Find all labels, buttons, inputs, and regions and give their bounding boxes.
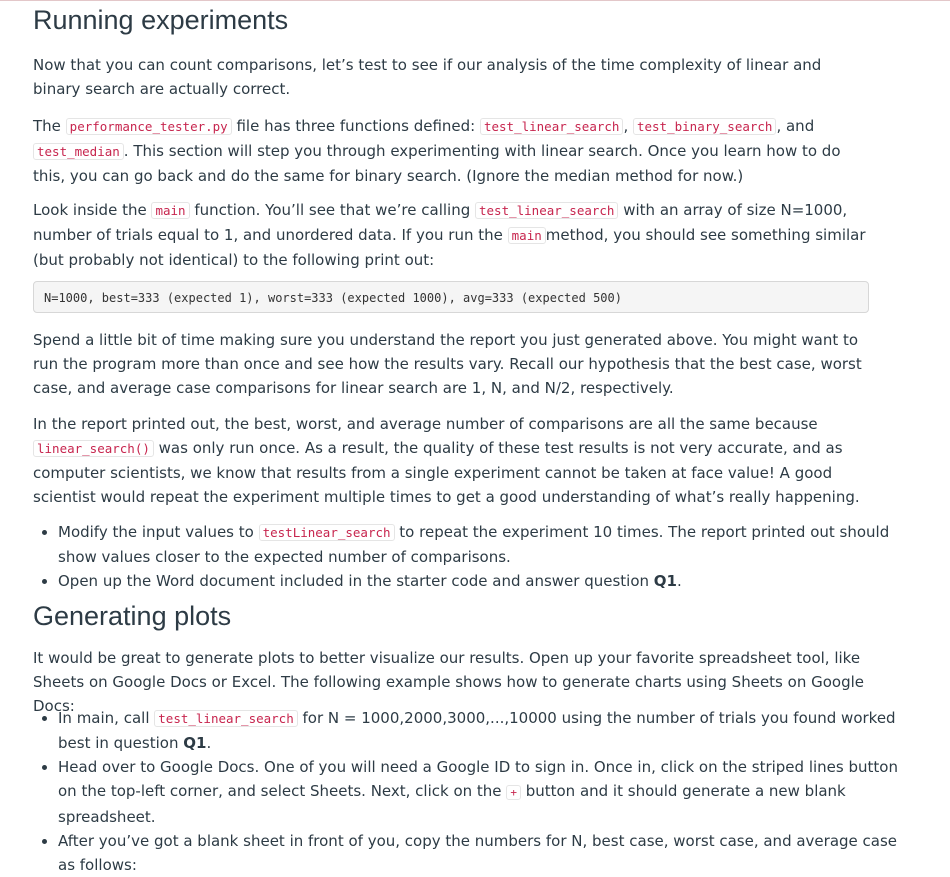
code-plus: + [506,785,521,800]
text-span: In main, call [58,709,155,727]
bold-q1: Q1 [183,734,207,752]
text-span: for N = 1000,2000,3000,...,10000 using the number of trials you found worked best in question [58,709,896,752]
list-item [58,755,898,829]
paragraph-plots-intro: It would be great to generate plots to better visualize our results. Open up your favorite spreadsheet tool, like Sheets on Google Docs or Excel. The following example shows how to generate charts using Sheets on Google Docs: [33,649,864,715]
text-span: , and [776,117,815,135]
text-span: , [623,117,633,135]
text-span: . This section will step you through experimenting with linear search. Once you learn how to do this, you can go back and do the same for binary search. (Ignore the median method for now.) [33,142,841,185]
text-span: Open up the Word document included in the starter code and answer question [58,572,654,590]
paragraph-report-quality [33,412,873,509]
code-main: main [151,202,189,219]
text-span: In the report printed out, the best, worst, and average number of comparisons are all the same because [33,415,818,433]
section-heading-running-experiments: Running experiments [33,5,289,35]
code-main: main [508,227,546,244]
section-heading-generating-plots: Generating plots [33,601,232,631]
list-item [58,520,898,569]
text-span: Modify the input values to [58,523,259,541]
text-span: Look inside the [33,201,152,219]
text-span: . [677,572,682,590]
text-span: The [33,117,66,135]
top-border [0,0,950,1]
bold-q1: Q1 [653,572,677,590]
text-span: After you’ve got a blank sheet in front of you, copy the numbers for N, best case, worst case, and average case as follows: [58,832,898,874]
code-test-median: test_median [33,143,124,160]
code-linear-search-call: linear_search() [33,440,154,457]
list-item [58,829,898,877]
code-performance-tester: performance_tester.py [66,118,232,135]
text-span: file has three functions defined: [231,117,480,135]
text-span: with an array of size N=1000, number of trials equal to 1, and unordered data. If you run the [33,201,848,244]
text-span: method, you should see something similar (but probably not identical) to the following print out: [33,226,866,269]
text-span: button and it should generate a new blank spreadsheet. [58,782,846,826]
paragraph-intro: Now that you can count comparisons, let’s test to see if our analysis of the time complexity of linear and binary search are actually correct. [33,56,822,98]
paragraph-functions [33,114,873,188]
text-span: function. You’ll see that we’re calling [189,201,475,219]
code-test-linear-search: test_linear_search [475,202,618,219]
code-test-linear-search: test_linear_search [480,118,623,135]
list-item [58,569,898,593]
bullet-list-plots [33,706,898,877]
code-test-linear-search: test_linear_search [154,710,297,727]
text-span: . [206,734,212,752]
paragraph-report-understanding: Spend a little bit of time making sure you understand the report you just generated above. You might want to run the program more than once and see how the results vary. Recall our hypothesis that the best case, worst case, and average case comparisons for linear search are 1, N, and N/2, respectively. [33,331,862,397]
code-test-binary-search: test_binary_search [633,118,776,135]
bullet-list-experiments [33,520,898,593]
list-item [58,706,898,755]
code-testlinear-search: testLinear_search [259,524,395,541]
text-span: was only run once. As a result, the quality of these test results is not very accurate, and as computer scientists, we know that results from a single experiment cannot be taken at face value! A good scientist would repeat the experiment multiple times to get a good understanding of what’s really happening. [33,439,860,506]
output-code-block: N=1000, best=333 (expected 1), worst=333 (expected 1000), avg=333 (expected 500) [33,281,869,313]
paragraph-main-function [33,198,873,272]
text-span: to repeat the experiment 10 times. The report printed out should show values closer to the expected number of comparisons. [58,523,890,566]
text-span: Head over to Google Docs. One of you will need a Google ID to sign in. Once in, click on the striped lines button on the top-left corner, and select Sheets. Next, click on the [58,758,898,800]
